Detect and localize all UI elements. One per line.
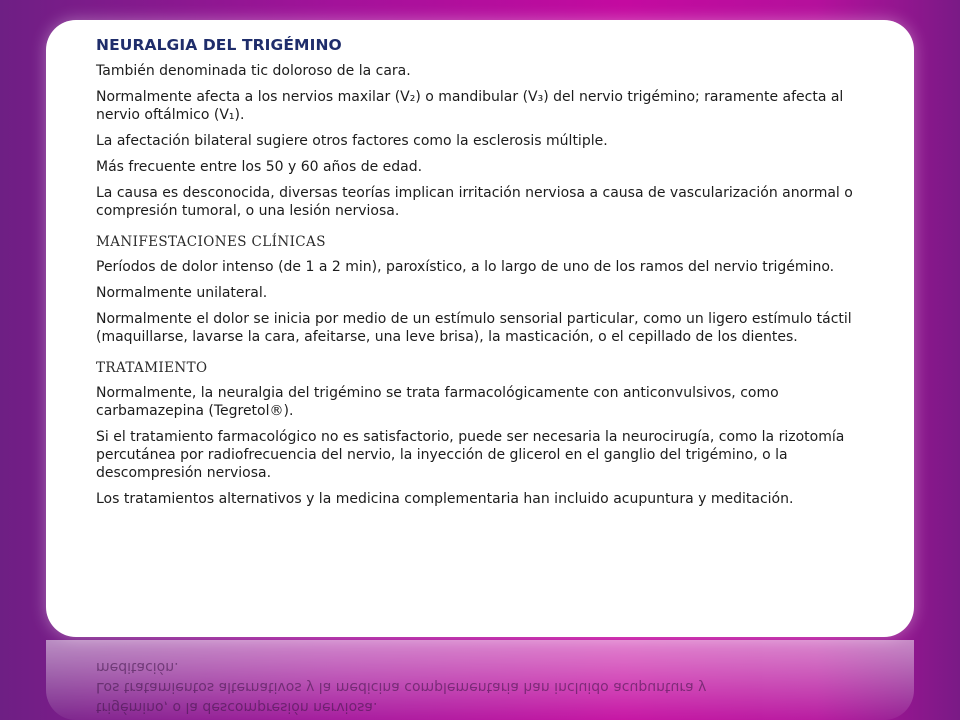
intro-paragraph: También denominada tic doloroso de la cara. — [96, 63, 411, 79]
intro-paragraph: La afectación bilateral sugiere otros factores como la esclerosis múltiple. — [96, 133, 608, 149]
manifestaciones-paragraph: Normalmente el dolor se inicia por medio de un estímulo sensorial particular, como un ligero estímulo táctil (maquillarse, lavarse la cara, afeitarse, una leve brisa), la masticación, o el cepillado de los dientes. — [96, 311, 852, 345]
tratamiento-paragraph: Normalmente, la neuralgia del trigémino se trata farmacológicamente con anticonvulsivos, como carbamazepina (Tegretol®). — [96, 385, 779, 419]
page-title: NEURALGIA DEL TRIGÉMINO — [96, 36, 342, 54]
section-heading-tratamiento: TRATAMIENTO — [96, 360, 208, 376]
tratamiento-paragraph: Los tratamientos alternativos y la medicina complementaria han incluido acupuntura y meditación. — [96, 491, 794, 507]
card-reflection — [46, 640, 914, 720]
reflection-line: meditación. — [96, 659, 179, 675]
tratamiento-paragraph: Si el tratamiento farmacológico no es satisfactorio, puede ser necesaria la neurocirugía, como la rizotomía percutánea por radiofrecuencia del nervio, la inyección de glicerol en el ganglio del trigémino, o la descompresión nerviosa. — [96, 429, 845, 481]
intro-paragraph: Más frecuente entre los 50 y 60 años de edad. — [96, 159, 423, 175]
reflection-text — [46, 640, 914, 720]
slide-card — [46, 20, 914, 637]
reflection-line: Los tratamientos alternativos y la medicina complementaria han incluido acupuntura y — [96, 679, 707, 695]
manifestaciones-paragraph: Normalmente unilateral. — [96, 285, 268, 301]
reflection-line: trigémino, o la descompresión nerviosa. — [96, 699, 378, 715]
section-heading-manifestaciones: MANIFESTACIONES CLÍNICAS — [96, 234, 326, 250]
manifestaciones-paragraph: Períodos de dolor intenso (de 1 a 2 min), paroxístico, a lo largo de uno de los ramos del nervio trigémino. — [96, 259, 835, 275]
intro-paragraph: Normalmente afecta a los nervios maxilar (V₂) o mandibular (V₃) del nervio trigémino; raramente afecta al nervio oftálmico (V₁). — [96, 89, 844, 123]
intro-paragraph: La causa es desconocida, diversas teorías implican irritación nerviosa a causa de vascularización anormal o compresión tumoral, o una lesión nerviosa. — [96, 185, 853, 219]
